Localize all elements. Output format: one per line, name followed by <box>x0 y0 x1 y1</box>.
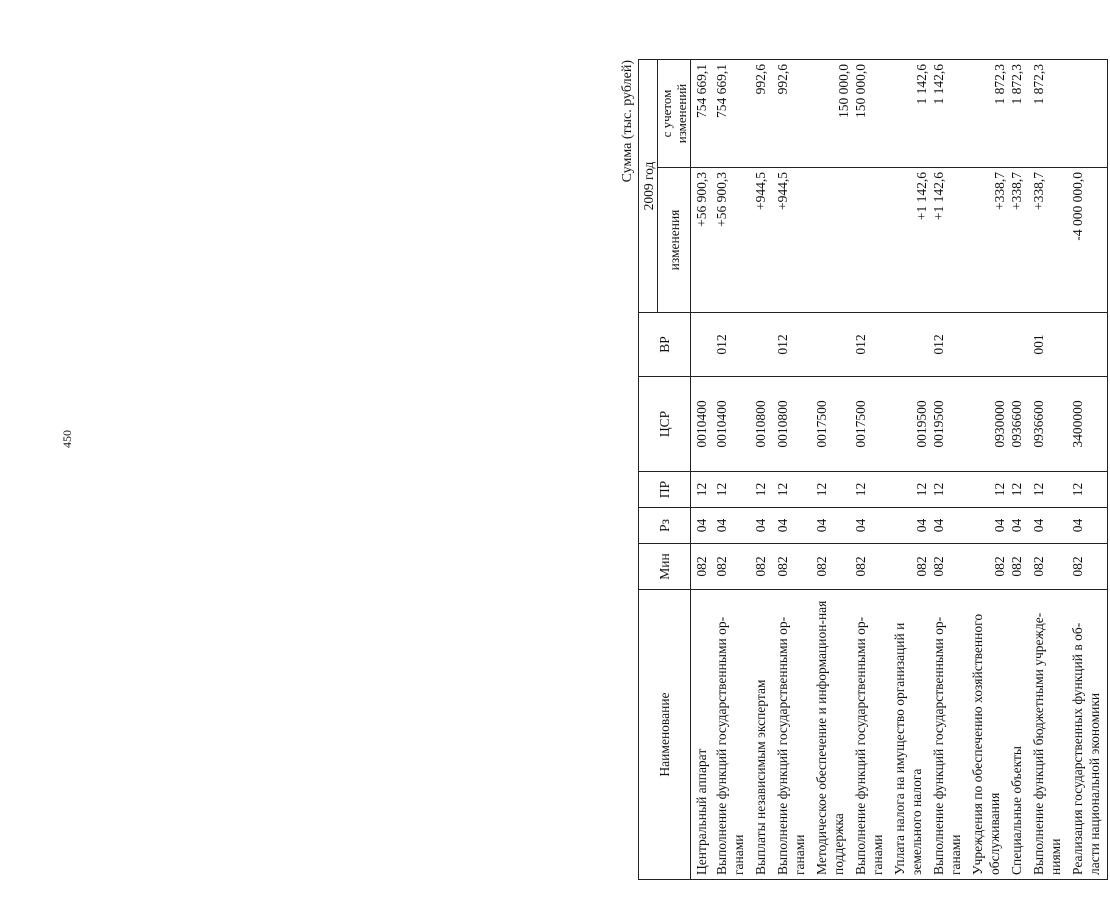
cell-name: Выполнение функций государственными ор-ганами <box>930 590 969 880</box>
table-row <box>813 60 852 880</box>
cell-total: 1 142,6 <box>930 60 969 168</box>
units-label: Сумма (тыс. рублей) <box>620 60 635 183</box>
cell-rz: 04 <box>930 508 969 544</box>
cell-name: Центральный аппарат <box>691 590 713 880</box>
cell-min: 082 <box>969 544 1008 590</box>
cell-pr: 12 <box>852 472 891 508</box>
cell-change: +944,5 <box>774 168 813 313</box>
cell-total: 992,6 <box>774 60 813 168</box>
cell-pr: 12 <box>774 472 813 508</box>
cell-rz: 04 <box>713 508 752 544</box>
cell-csr: 0930000 <box>969 377 1008 472</box>
cell-vr <box>1069 313 1108 377</box>
cell-min: 082 <box>774 544 813 590</box>
cell-name: Уплата налога на имущество организаций и земельного налога <box>891 590 930 880</box>
cell-vr <box>813 313 852 377</box>
cell-change: +56 900,3 <box>713 168 752 313</box>
cell-name: Методическое обеспечение и информацион-ная поддержка <box>813 590 852 880</box>
cell-total: 1 872,3 <box>1030 60 1069 168</box>
cell-rz: 04 <box>813 508 852 544</box>
cell-pr: 12 <box>1069 472 1108 508</box>
cell-csr: 0010400 <box>691 377 713 472</box>
header-csr: ЦСР <box>639 377 691 472</box>
cell-pr: 12 <box>813 472 852 508</box>
cell-pr: 12 <box>713 472 752 508</box>
cell-csr: 3400000 <box>1069 377 1108 472</box>
cell-vr <box>1008 313 1030 377</box>
table-row <box>774 60 813 880</box>
cell-total <box>1069 60 1108 168</box>
cell-total: 150 000,0 <box>852 60 891 168</box>
cell-name: Выполнение функций государственными ор-ганами <box>852 590 891 880</box>
cell-pr: 12 <box>930 472 969 508</box>
cell-change: +944,5 <box>752 168 774 313</box>
cell-min: 082 <box>852 544 891 590</box>
cell-min: 082 <box>1008 544 1030 590</box>
cell-vr <box>752 313 774 377</box>
cell-vr: 012 <box>852 313 891 377</box>
cell-csr: 0936600 <box>1008 377 1030 472</box>
cell-name: Выполнение функций государственными ор-ганами <box>774 590 813 880</box>
cell-pr: 12 <box>1030 472 1069 508</box>
table-row <box>891 60 930 880</box>
cell-pr: 12 <box>891 472 930 508</box>
cell-total: 754 669,1 <box>691 60 713 168</box>
header-changes: изменения <box>658 168 691 313</box>
cell-csr: 0019500 <box>930 377 969 472</box>
header-vr: ВР <box>639 313 691 377</box>
cell-vr: 012 <box>713 313 752 377</box>
cell-csr: 0019500 <box>891 377 930 472</box>
cell-rz: 04 <box>752 508 774 544</box>
cell-vr: 012 <box>774 313 813 377</box>
cell-rz: 04 <box>969 508 1008 544</box>
cell-name: Специальные объекты <box>1008 590 1030 880</box>
cell-csr: 0017500 <box>852 377 891 472</box>
cell-change: +1 142,6 <box>930 168 969 313</box>
table-row <box>1030 60 1069 880</box>
cell-change: +338,7 <box>1030 168 1069 313</box>
table-row <box>1008 60 1030 880</box>
cell-min: 082 <box>813 544 852 590</box>
cell-change: -4 000 000,0 <box>1069 168 1108 313</box>
cell-rz: 04 <box>691 508 713 544</box>
cell-rz: 04 <box>891 508 930 544</box>
table-row <box>969 60 1008 880</box>
table-row <box>713 60 752 880</box>
cell-name: Выполнение функций бюджетными учрежде-ниями <box>1030 590 1069 880</box>
cell-min: 082 <box>752 544 774 590</box>
cell-name: Выполнение функций государственными ор-ганами <box>713 590 752 880</box>
cell-rz: 04 <box>774 508 813 544</box>
cell-total: 1 872,3 <box>969 60 1008 168</box>
cell-rz: 04 <box>1008 508 1030 544</box>
cell-vr: 012 <box>930 313 969 377</box>
cell-vr <box>969 313 1008 377</box>
cell-rz: 04 <box>1030 508 1069 544</box>
cell-total: 150 000,0 <box>813 60 852 168</box>
cell-total: 1 872,3 <box>1008 60 1030 168</box>
cell-name: Выплаты независимым экспертам <box>752 590 774 880</box>
cell-vr: 001 <box>1030 313 1069 377</box>
table-header <box>639 60 691 880</box>
table-row <box>1069 60 1108 880</box>
cell-vr <box>691 313 713 377</box>
cell-change: +338,7 <box>1008 168 1030 313</box>
header-name: Наименование <box>639 590 691 880</box>
cell-csr: 0010800 <box>774 377 813 472</box>
cell-name: Реализация государственных функций в об-ласти национальной экономики <box>1069 590 1108 880</box>
cell-vr <box>891 313 930 377</box>
cell-csr: 0010400 <box>713 377 752 472</box>
cell-min: 082 <box>930 544 969 590</box>
cell-total: 1 142,6 <box>891 60 930 168</box>
table-row <box>930 60 969 880</box>
cell-min: 082 <box>891 544 930 590</box>
cell-pr: 12 <box>752 472 774 508</box>
cell-pr: 12 <box>691 472 713 508</box>
table-row <box>852 60 891 880</box>
cell-pr: 12 <box>969 472 1008 508</box>
cell-csr: 0010800 <box>752 377 774 472</box>
cell-change: +1 142,6 <box>891 168 930 313</box>
page-number: 450 <box>60 430 74 448</box>
cell-total: 754 669,1 <box>713 60 752 168</box>
cell-min: 082 <box>1069 544 1108 590</box>
cell-csr: 0936600 <box>1030 377 1069 472</box>
cell-min: 082 <box>713 544 752 590</box>
budget-page <box>620 60 1110 880</box>
header-min: Мин <box>639 544 691 590</box>
cell-min: 082 <box>691 544 713 590</box>
table-row <box>691 60 713 880</box>
cell-rz: 04 <box>852 508 891 544</box>
header-year: 2009 год <box>639 60 658 313</box>
header-rz: Рз <box>639 508 691 544</box>
cell-rz: 04 <box>1069 508 1108 544</box>
cell-pr: 12 <box>1008 472 1030 508</box>
cell-total: 992,6 <box>752 60 774 168</box>
table-row <box>752 60 774 880</box>
cell-csr: 0017500 <box>813 377 852 472</box>
cell-change <box>852 168 891 313</box>
header-pr: ПР <box>639 472 691 508</box>
cell-change: +338,7 <box>969 168 1008 313</box>
cell-name: Учреждения по обеспечению хозяйственного обслуживания <box>969 590 1008 880</box>
cell-change: +56 900,3 <box>691 168 713 313</box>
cell-min: 082 <box>1030 544 1069 590</box>
header-with-changes: с учетом изменений <box>658 60 691 168</box>
budget-table <box>638 59 1108 880</box>
cell-change <box>813 168 852 313</box>
